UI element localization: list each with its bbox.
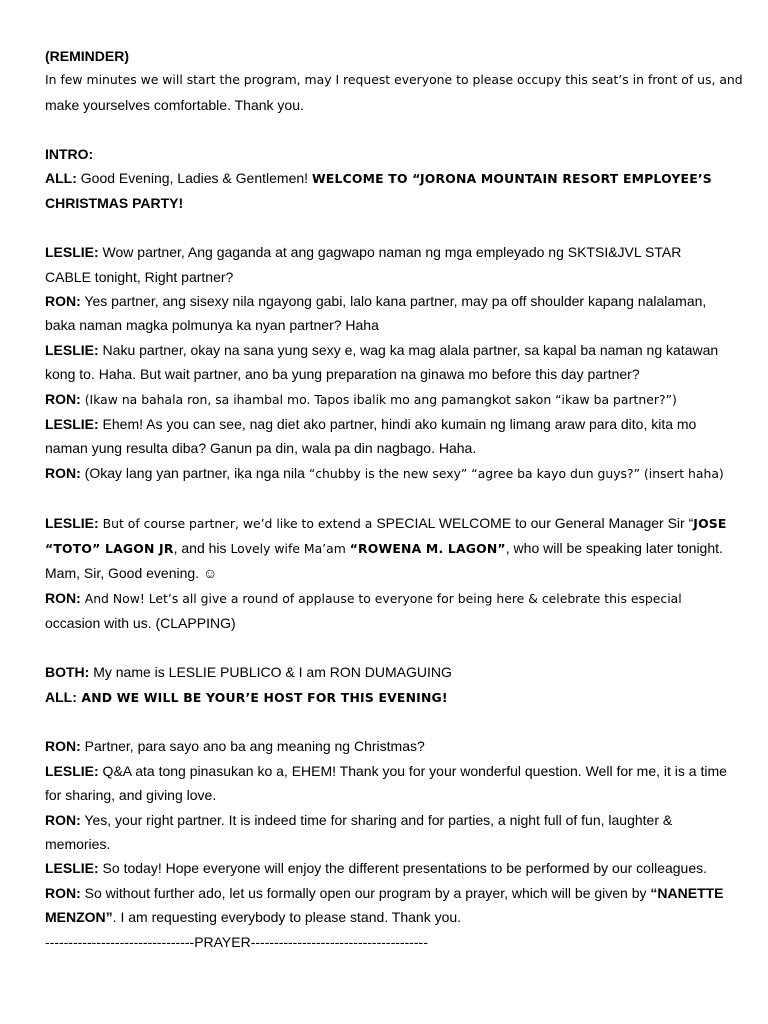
dialogue-line: RON: Partner, para sayo ano ba ang meaning ng Christmas?	[45, 738, 425, 755]
dialogue-line: BOTH: My name is LESLIE PUBLICO & I am RON DUMAGUING	[45, 664, 452, 681]
dialogue-line: LESLIE: Ehem! As you can see, nag diet ako partner, hindi ako kumain ng limang araw para dito, kita mo	[45, 416, 697, 433]
speaker-label: LESLIE:	[45, 416, 99, 433]
dialogue-line: LESLIE: Wow partner, Ang gaganda at ang gagwapo naman ng mga empleyado ng SKTSI&JVL STAR	[45, 244, 682, 261]
dialogue-line: RON: Yes, your right partner. It is indeed time for sharing and for parties, a night full of fun, laughter &	[45, 811, 673, 828]
speaker-label: RON:	[45, 738, 81, 755]
reminder-line-1: In few minutes we will start the program, may I request everyone to please occupy this seat’s in front of us, and	[45, 72, 743, 88]
dialogue-line: Mam, Sir, Good evening. ☺	[45, 565, 218, 582]
dialogue-line: for sharing, and giving love.	[45, 787, 217, 804]
dialogue-line: LESLIE: Q&A ata tong pinasukan ko a, EHEM! Thank you for your wonderful question. Well for me, it is a time	[45, 762, 727, 779]
dialogue-line: RON: And Now! Let’s all give a round of applause to everyone for being here & celebrate this especial	[45, 589, 682, 606]
dialogue-line: ALL: AND WE WILL BE YOUR’E HOST FOR THIS EVENING!	[45, 688, 448, 705]
speaker-label: LESLIE:	[45, 244, 99, 261]
dialogue-line: RON: So without further ado, let us formally open our program by a prayer, which will be given by “NANETTE	[45, 884, 724, 901]
dialogue-line: CABLE tonight, Right partner?	[45, 268, 234, 285]
speaker-label: RON:	[45, 589, 81, 606]
speaker-label: ALL:	[45, 688, 77, 705]
dialogue-line: LESLIE: But of course partner, we’d like to extend a SPECIAL WELCOME to our General Manager Sir “JOSE	[45, 514, 727, 531]
dialogue-line: memories.	[45, 835, 111, 852]
speaker-label: LESLIE:	[45, 341, 99, 358]
dialogue-line: RON: (Okay lang yan partner, ika nga nila “chubby is the new sexy” “agree ba kayo dun guys?” (insert haha)	[45, 464, 724, 481]
reminder-heading: (REMINDER)	[45, 48, 129, 64]
dialogue-line: naman yung resulta diba? Ganun pa din, wala pa din nagbago. Haha.	[45, 440, 477, 457]
dialogue-line: RON: (Ikaw na bahala ron, sa ihambal mo. Tapos ibalik mo ang pamangkot sakon “ikaw ba partner?”)	[45, 390, 677, 407]
speaker-label: RON:	[45, 884, 81, 901]
speaker-label: RON:	[45, 390, 81, 407]
dialogue-line: baka naman magka polmunya ka nyan partner? Haha	[45, 317, 379, 334]
dialogue-line: “TOTO” LAGON JR, and his Lovely wife Ma’am “ROWENA M. LAGON”, who will be speaking later tonight.	[45, 540, 723, 557]
dialogue-line: LESLIE: So today! Hope everyone will enjoy the different presentations to be performed by our colleagues.	[45, 860, 708, 877]
dialogue-line: LESLIE: Naku partner, okay na sana yung sexy e, wag ka mag alala partner, sa kapal ba naman ng katawan	[45, 341, 719, 358]
speaker-label: BOTH:	[45, 664, 90, 681]
speaker-label: LESLIE:	[45, 514, 99, 531]
prayer-divider: --------------------------------PRAYER--------------------------------------	[45, 933, 428, 950]
dialogue-line: MENZON”. I am requesting everybody to please stand. Thank you.	[45, 909, 462, 926]
dialogue-line: occasion with us. (CLAPPING)	[45, 615, 236, 632]
speaker-label: RON:	[45, 811, 81, 828]
dialogue-line: kong to. Haha. But wait partner, ano ba yung preparation na ginawa mo before this day partner?	[45, 366, 640, 383]
dialogue-line: RON: Yes partner, ang sisexy nila ngayong gabi, lalo kana partner, may pa off shoulder kapang nalalaman,	[45, 293, 707, 310]
intro-all-line: ALL: Good Evening, Ladies & Gentlemen! WELCOME TO “JORONA MOUNTAIN RESORT EMPLOYEE’S	[45, 170, 712, 187]
reminder-line-2: make yourselves comfortable. Thank you.	[45, 96, 304, 113]
speaker-label: ALL:	[45, 170, 77, 187]
speaker-label: RON:	[45, 293, 81, 310]
speaker-label: LESLIE:	[45, 762, 99, 779]
speaker-label: LESLIE:	[45, 860, 99, 877]
intro-heading: INTRO:	[45, 145, 94, 162]
intro-party-line: CHRISTMAS PARTY!	[45, 195, 184, 212]
speaker-label: RON:	[45, 464, 81, 481]
